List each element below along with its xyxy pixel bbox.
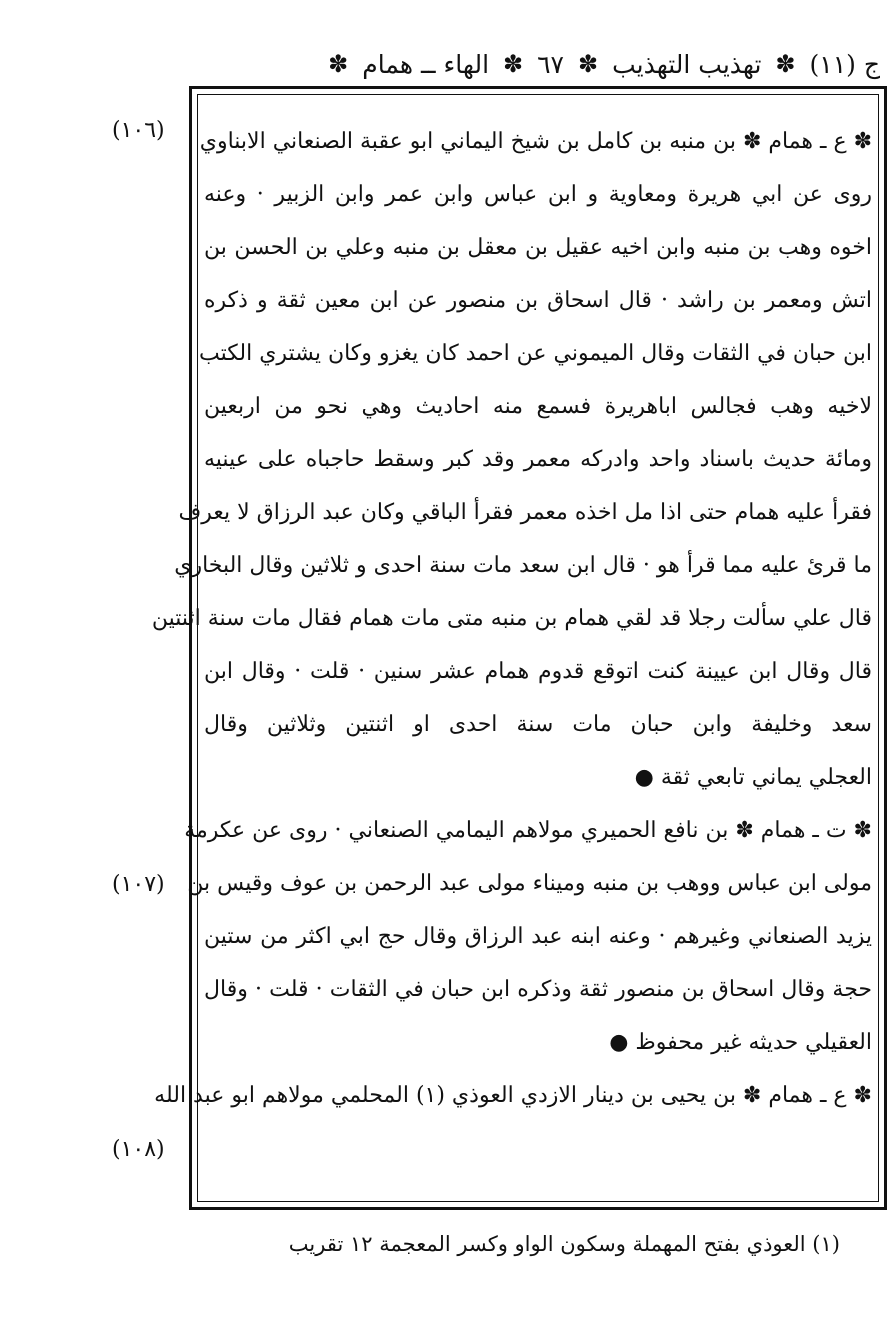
- text-line: ومائة حديث باسناد واحد وادركه معمر وقد كبر وسقط حاجباه على عينيه: [204, 447, 872, 472]
- text-line: العقيلي حديثه غير محفوظ ●: [609, 1030, 872, 1055]
- text-line: ما قرئ عليه مما قرأ هو · قال ابن سعد مات سنة احدى و ثلاثين وقال البخاري: [174, 553, 872, 578]
- ornament-icon: ✽: [775, 50, 796, 78]
- text-line: روى عن ابي هريرة ومعاوية و ابن عباس وابن عمر وابن الزبير · وعنه: [204, 182, 872, 207]
- running-header: [180, 44, 880, 84]
- text-line: ابن حبان في الثقات وقال الميموني عن احمد كان يغزو وكان يشتري الكتب: [199, 341, 872, 366]
- text-line: ✽ ع ـ همام ✽ بن يحيى بن دينار الازدي العوذي (١) المحلمي مولاهم ابو عبد الله: [154, 1083, 872, 1108]
- text-line: اخوه وهب بن منبه وابن اخيه عقيل بن معقل بن منبه وعلي بن الحسن بن: [204, 235, 872, 260]
- text-line: العجلي يماني تابعي ثقة ●: [634, 765, 872, 790]
- text-line: مولى ابن عباس ووهب بن منبه وميناء مولى عبد الرحمن بن عوف وقيس بن: [187, 871, 872, 896]
- text-line: لاخيه وهب فجالس اباهريرة فسمع منه احاديث وهي نحو من اربعين: [204, 394, 872, 419]
- text-line: اتش ومعمر بن راشد · قال اسحاق بن منصور عن ابن معين ثقة و ذكره: [204, 288, 872, 313]
- text-line: ✽ ع ـ همام ✽ بن منبه بن كامل بن شيخ اليماني ابو عقبة الصنعاني الابناوي: [199, 129, 872, 154]
- section-title: الهاء ــ همام: [362, 49, 490, 79]
- ornament-icon: ✽: [577, 50, 599, 78]
- text-line: ✽ ت ـ همام ✽ بن نافع الحميري مولاهم اليمامي الصنعاني · روى عن عكرمة: [184, 818, 872, 843]
- page-number: ٦٧: [537, 49, 564, 79]
- entry-number: (١٠٨): [112, 1137, 165, 1162]
- volume-label: ج (١١): [809, 49, 880, 79]
- text-line: فقرأ عليه همام حتى اذا مل اخذه معمر فقرأ الباقي وكان عبد الرزاق لا يعرف: [178, 500, 872, 525]
- ornament-icon: ✽: [503, 50, 524, 78]
- body-text: [151, 115, 872, 1122]
- text-line: قال علي سألت رجلا قد لقي همام بن منبه متى مات همام فقال مات سنة اثنتين: [151, 606, 872, 631]
- text-line: حجة وقال اسحاق بن منصور ثقة وذكره ابن حبان في الثقات · قلت · وقال: [204, 977, 872, 1002]
- entry-number: (١٠٧): [112, 872, 165, 897]
- footnote: (١) العوذي بفتح المهملة وسكون الواو وكسر المعجمة ١٢ تقريب: [288, 1232, 840, 1256]
- book-title: تهذيب التهذيب: [612, 49, 762, 79]
- text-line: يزيد الصنعاني وغيرهم · وعنه ابنه عبد الرزاق وقال حج ابي اكثر من ستين: [204, 924, 872, 949]
- ornament-icon: ✽: [328, 50, 349, 78]
- entry-number: (١٠٦): [112, 118, 165, 143]
- text-line: سعد وخليفة وابن حبان مات سنة احدى او اثنتين وثلاثين وقال: [204, 712, 872, 737]
- text-line: قال وقال ابن عيينة كنت اتوقع قدوم همام عشر سنين · قلت · وقال ابن: [204, 659, 872, 684]
